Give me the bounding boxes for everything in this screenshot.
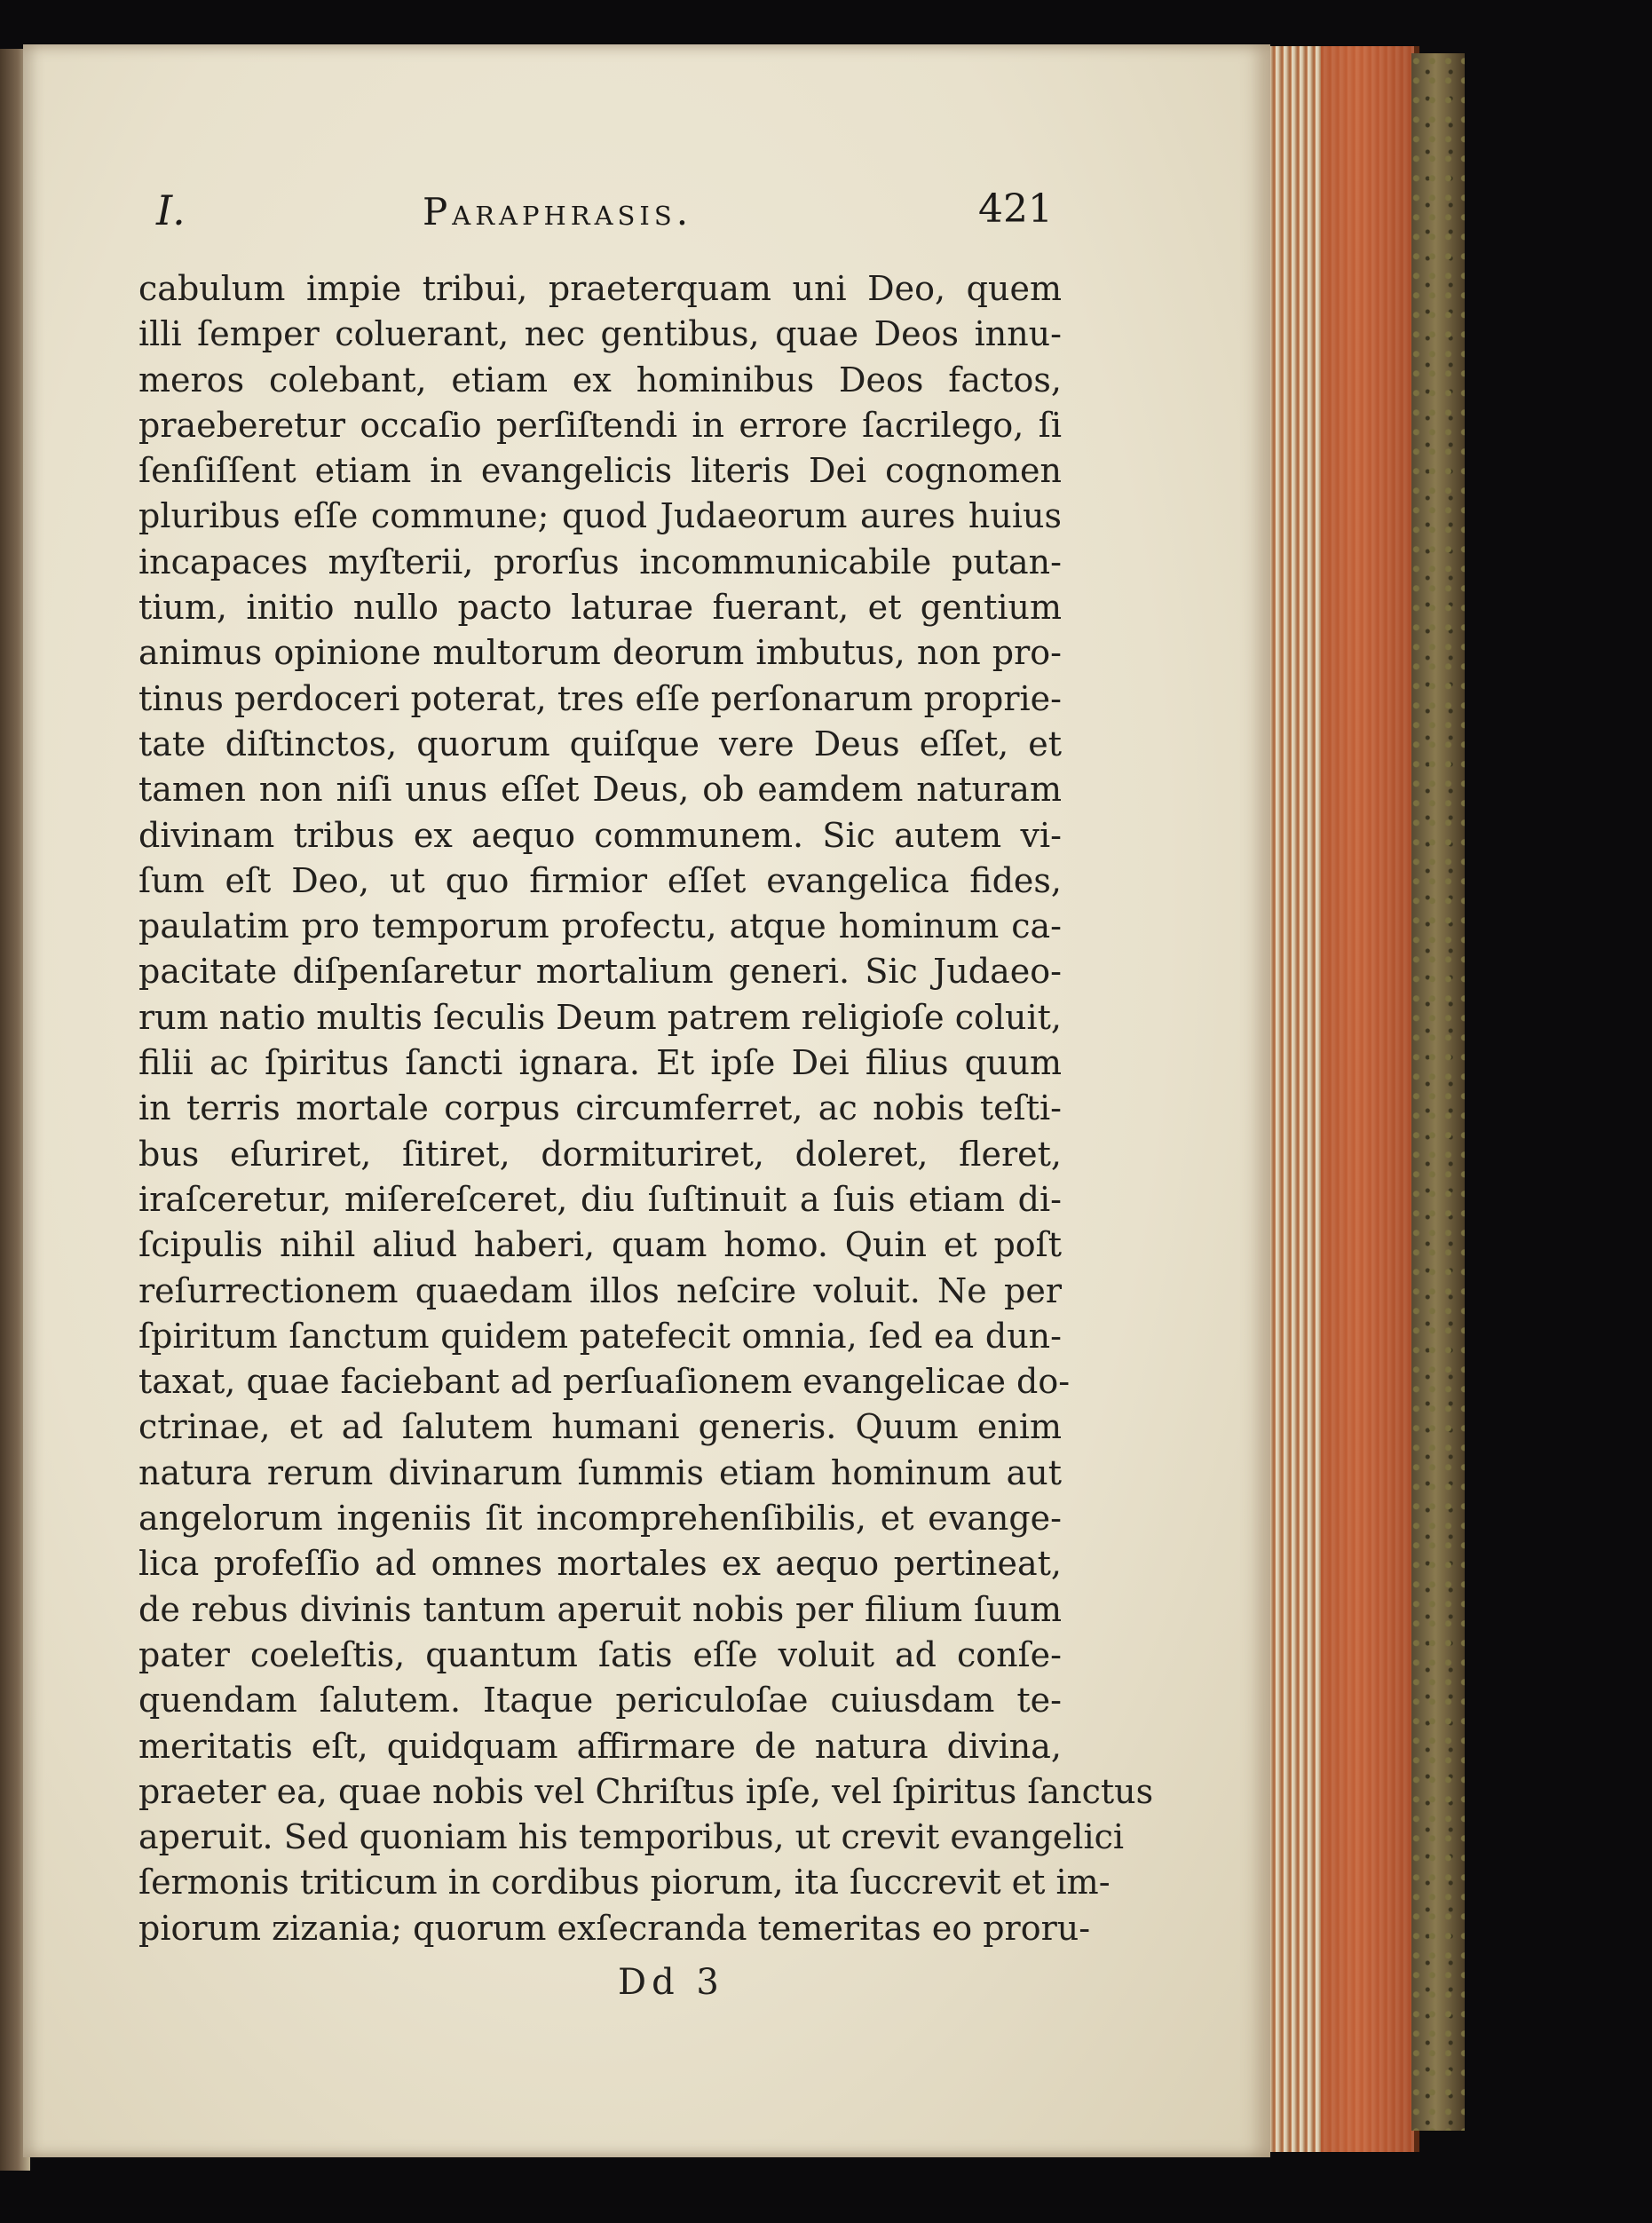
marbled-board (1411, 53, 1465, 2131)
text-line: in terris mortale corpus circumferret, ac nobis teſti- (138, 1088, 1062, 1128)
red-sprinkled-edge (1321, 46, 1414, 2152)
text-line: reſurrectionem quaedam illos neſcire voluit. Ne per (138, 1270, 1062, 1310)
text-line: tamen non niſi unus eſſet Deus, ob eamdem naturam (138, 770, 1062, 810)
text-line: aperuit. Sed quoniam his temporibus, ut crevit evangelici (138, 1817, 1125, 1857)
text-line: ſum eſt Deo, ut quo firmior eſſet evangelica fides, (138, 860, 1062, 900)
running-head (156, 186, 1053, 249)
signature-mark: Dd 3 (618, 1962, 724, 2003)
text-line: tate diſtinctos, quorum quiſque vere Deus eſſet, et (138, 724, 1062, 763)
text-line: praeberetur occaſio perſiſtendi in errore ſacrilego, ſi (138, 405, 1062, 445)
text-line: taxat, quae faciebant ad perſuaſionem evangelicae do- (138, 1362, 1071, 1402)
text-line: lica profeſſio ad omnes mortales ex aequo pertineat, (138, 1544, 1062, 1584)
text-line: iraſceretur, miſereſceret, diu ſuſtinuit a ſuis etiam di- (138, 1179, 1062, 1219)
text-line: incapaces myſterii, prorſus incommunicabile putan- (138, 542, 1062, 581)
running-title: Paraphrasis. (423, 190, 693, 233)
text-line: rum natio multis ſeculis Deum patrem religioſe coluit, (138, 997, 1062, 1037)
body-text (138, 266, 1154, 1951)
text-line: pluribus eſſe commune; quod Judaeorum aures huius (138, 496, 1062, 536)
text-line: illi ſemper coluerant, nec gentibus, quae Deos innu- (138, 314, 1062, 354)
text-line: ſermonis triticum in cordibus piorum, ita ſuccrevit et im- (138, 1863, 1111, 1903)
text-line: piorum zizania; quorum exſecranda temeritas eo proru- (138, 1908, 1091, 1948)
text-line: ſpiritum ſanctum quidem patefecit omnia, ſed ea dun- (138, 1316, 1062, 1356)
text-line: pater coeleſtis, quantum ſatis eſſe voluit ad conſe- (138, 1634, 1062, 1674)
text-line: ſenſiſſent etiam in evangelicis literis Dei cognomen (138, 451, 1062, 491)
text-line: meritatis eſt, quidquam affirmare de natura divina, (138, 1726, 1062, 1766)
text-line: bus eſuriret, ſitiret, dormituriret, doleret, fleret, (138, 1134, 1062, 1174)
text-line: paulatim pro temporum profectu, atque hominum ca- (138, 906, 1062, 946)
book-page (23, 44, 1270, 2157)
text-line: de rebus divinis tantum aperuit nobis per filium ſuum (138, 1589, 1062, 1629)
text-line: pacitate diſpenſaretur mortalium generi. Sic Judaeo- (138, 952, 1062, 992)
text-line: tium, initio nullo pacto laturae fuerant, et gentium (138, 588, 1062, 628)
text-line: divinam tribus ex aequo communem. Sic autem vi- (138, 815, 1062, 855)
text-line: ſcipulis nihil aliud haberi, quam homo. Quin et poſt (138, 1225, 1062, 1265)
text-line: filii ac ſpiritus ſancti ignara. Et ipſe Dei filius quum (138, 1043, 1062, 1083)
text-line: angelorum ingeniis ſit incomprehenſibilis, et evange- (138, 1499, 1062, 1539)
text-line: tinus perdoceri poterat, tres eſſe perſonarum proprie- (138, 678, 1062, 718)
text-line: cabulum impie tribui, praeterquam uni Deo, quem (138, 269, 1062, 308)
text-line: praeter ea, quae nobis vel Chriſtus ipſe, vel ſpiritus ſanctus (138, 1771, 1154, 1811)
section-mark: I. (156, 186, 186, 234)
text-line: animus opinione multorum deorum imbutus, non pro- (138, 633, 1062, 673)
text-line: meros colebant, etiam ex hominibus Deos factos, (138, 360, 1062, 400)
text-line: quendam ſalutem. Itaque periculoſae cuiusdam te- (138, 1681, 1062, 1721)
text-line: ctrinae, et ad ſalutem humani generis. Quum enim (138, 1407, 1062, 1447)
text-line: natura rerum divinarum ſummis etiam hominum aut (138, 1452, 1062, 1492)
page-number: 421 (978, 186, 1053, 232)
